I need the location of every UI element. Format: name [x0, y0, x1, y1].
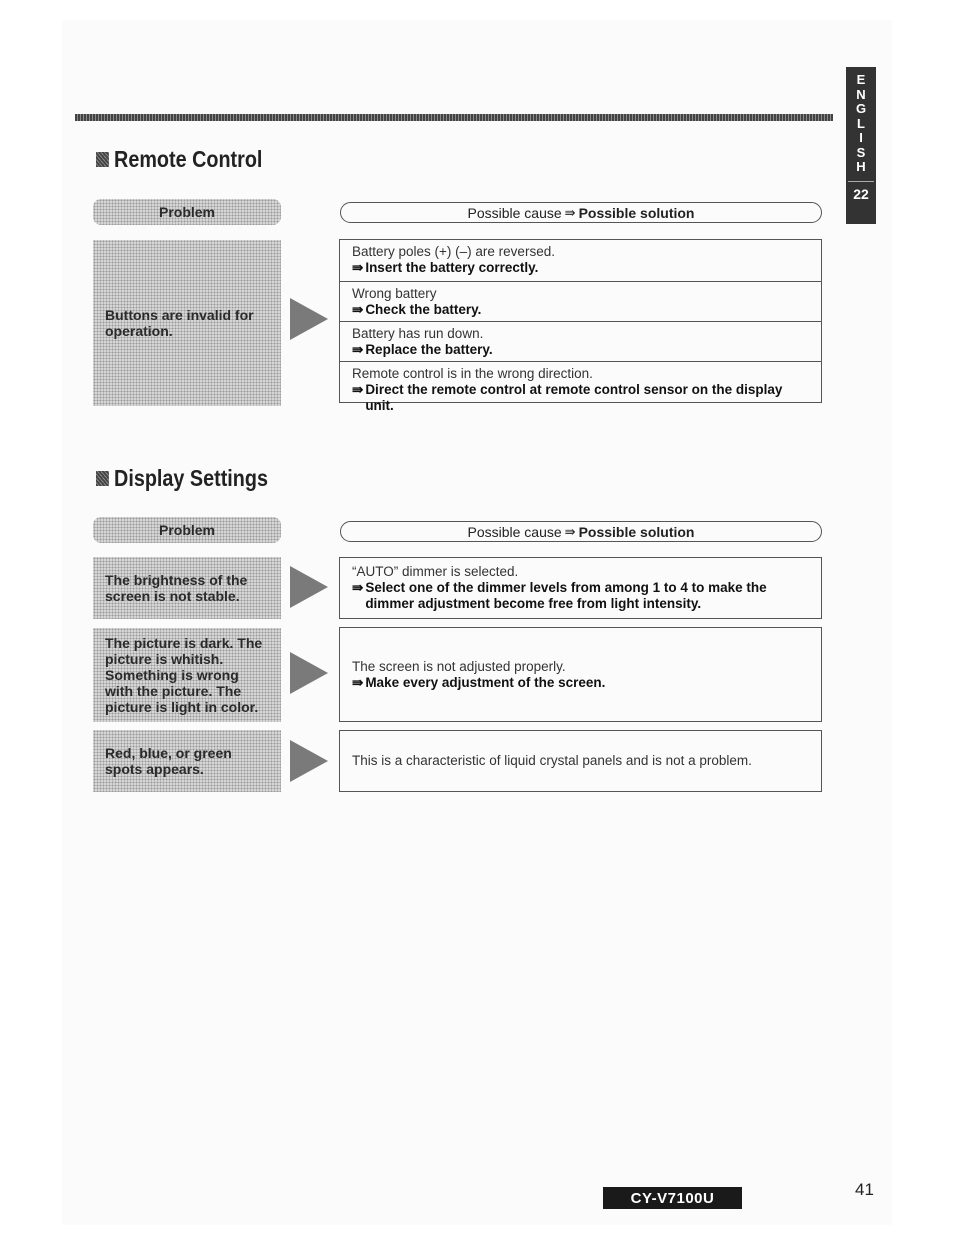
side-tab-letter: H — [856, 159, 866, 174]
side-tab-letter: S — [856, 144, 866, 160]
section-title-text: Remote Control — [114, 146, 263, 172]
right-arrow-icon — [290, 740, 328, 782]
solution-value: Insert the battery correctly. — [365, 260, 539, 275]
solution-text — [352, 675, 809, 691]
solution-text — [352, 260, 809, 276]
solution-value: Make every adjustment of the screen. — [365, 674, 606, 690]
cause-text: Wrong battery — [352, 286, 437, 301]
side-tab-number: 22 — [853, 185, 869, 202]
problem-box — [93, 557, 281, 619]
arrow-icon: ⇛ — [564, 204, 576, 220]
solution-text — [352, 342, 809, 358]
side-tab-letter: I — [859, 130, 863, 145]
cause-text: Battery poles (+) (–) are reversed. — [352, 244, 555, 259]
solution-table — [339, 239, 822, 413]
arrow-icon: ⇛ — [352, 382, 364, 397]
model-badge: CY-V7100U — [603, 1187, 742, 1209]
cause-solution-header — [340, 202, 822, 223]
solution-row — [340, 240, 821, 282]
right-arrow-icon — [290, 652, 328, 694]
solution-row — [340, 282, 821, 322]
right-arrow-icon — [290, 298, 328, 340]
side-tab-letters — [856, 73, 866, 175]
arrow-icon: ⇛ — [352, 302, 364, 317]
right-arrow-icon — [290, 566, 328, 608]
solution-row — [340, 362, 821, 413]
side-tab-separator — [848, 181, 874, 182]
problem-text: The brightness of the screen is not stable. — [105, 572, 248, 604]
problem-header: Problem — [93, 517, 281, 543]
solution-value: Select one of the dimmer levels from among 1 to 4 to make the dimmer adjustment become free from light intensity. — [365, 580, 767, 611]
arrow-icon: ⇛ — [352, 674, 364, 690]
problem-box — [93, 628, 281, 722]
problem-text: The picture is dark. The picture is whitish. Something is wrong with the picture. The picture is light in color. — [105, 635, 263, 715]
solution-text — [352, 302, 809, 318]
solution-value: Check the battery. — [365, 302, 482, 317]
solution-text — [352, 382, 809, 414]
arrow-icon: ⇛ — [352, 580, 364, 595]
cause-text: The screen is not adjusted properly. — [352, 658, 566, 674]
solution-row — [340, 322, 821, 362]
cause-label: Possible cause — [467, 523, 562, 540]
cause-label: Possible cause — [467, 204, 562, 221]
section-title-text: Display Settings — [114, 465, 268, 491]
cause-text: Battery has run down. — [352, 326, 484, 341]
problem-text: Buttons are invalid for operation. — [105, 307, 254, 339]
title-bullet-icon — [96, 152, 109, 167]
arrow-icon: ⇛ — [352, 342, 364, 357]
solution-label: Possible solution — [578, 204, 695, 221]
problem-box — [93, 240, 281, 406]
section-title-display-settings — [96, 465, 268, 492]
side-tab-letter: L — [857, 115, 865, 131]
problem-box — [93, 730, 281, 792]
problem-text: Red, blue, or green spots appears. — [105, 745, 232, 777]
side-tab-letter: G — [855, 101, 867, 116]
side-tab-letter: N — [856, 86, 866, 102]
solution-label: Possible solution — [578, 523, 695, 540]
language-side-tab — [846, 67, 876, 224]
arrow-icon: ⇛ — [352, 260, 364, 275]
cause-text: “AUTO” dimmer is selected. — [352, 564, 519, 579]
title-bullet-icon — [96, 471, 109, 486]
top-rule — [75, 114, 833, 121]
solution-value: Replace the battery. — [365, 342, 493, 357]
solution-box — [339, 557, 822, 619]
page-number: 41 — [855, 1180, 874, 1199]
problem-header: Problem — [93, 199, 281, 225]
cause-text: This is a characteristic of liquid crystal panels and is not a problem. — [352, 753, 752, 768]
arrow-icon: ⇛ — [564, 523, 576, 539]
solution-value: Direct the remote control at remote control sensor on the display unit. — [365, 382, 783, 413]
cause-solution-header — [340, 521, 822, 542]
side-tab-letter: E — [856, 72, 866, 87]
solution-box — [339, 730, 822, 792]
solution-box — [339, 627, 822, 722]
cause-text: Remote control is in the wrong direction. — [352, 366, 593, 381]
section-title-remote-control — [96, 146, 262, 173]
solution-text — [352, 580, 809, 612]
